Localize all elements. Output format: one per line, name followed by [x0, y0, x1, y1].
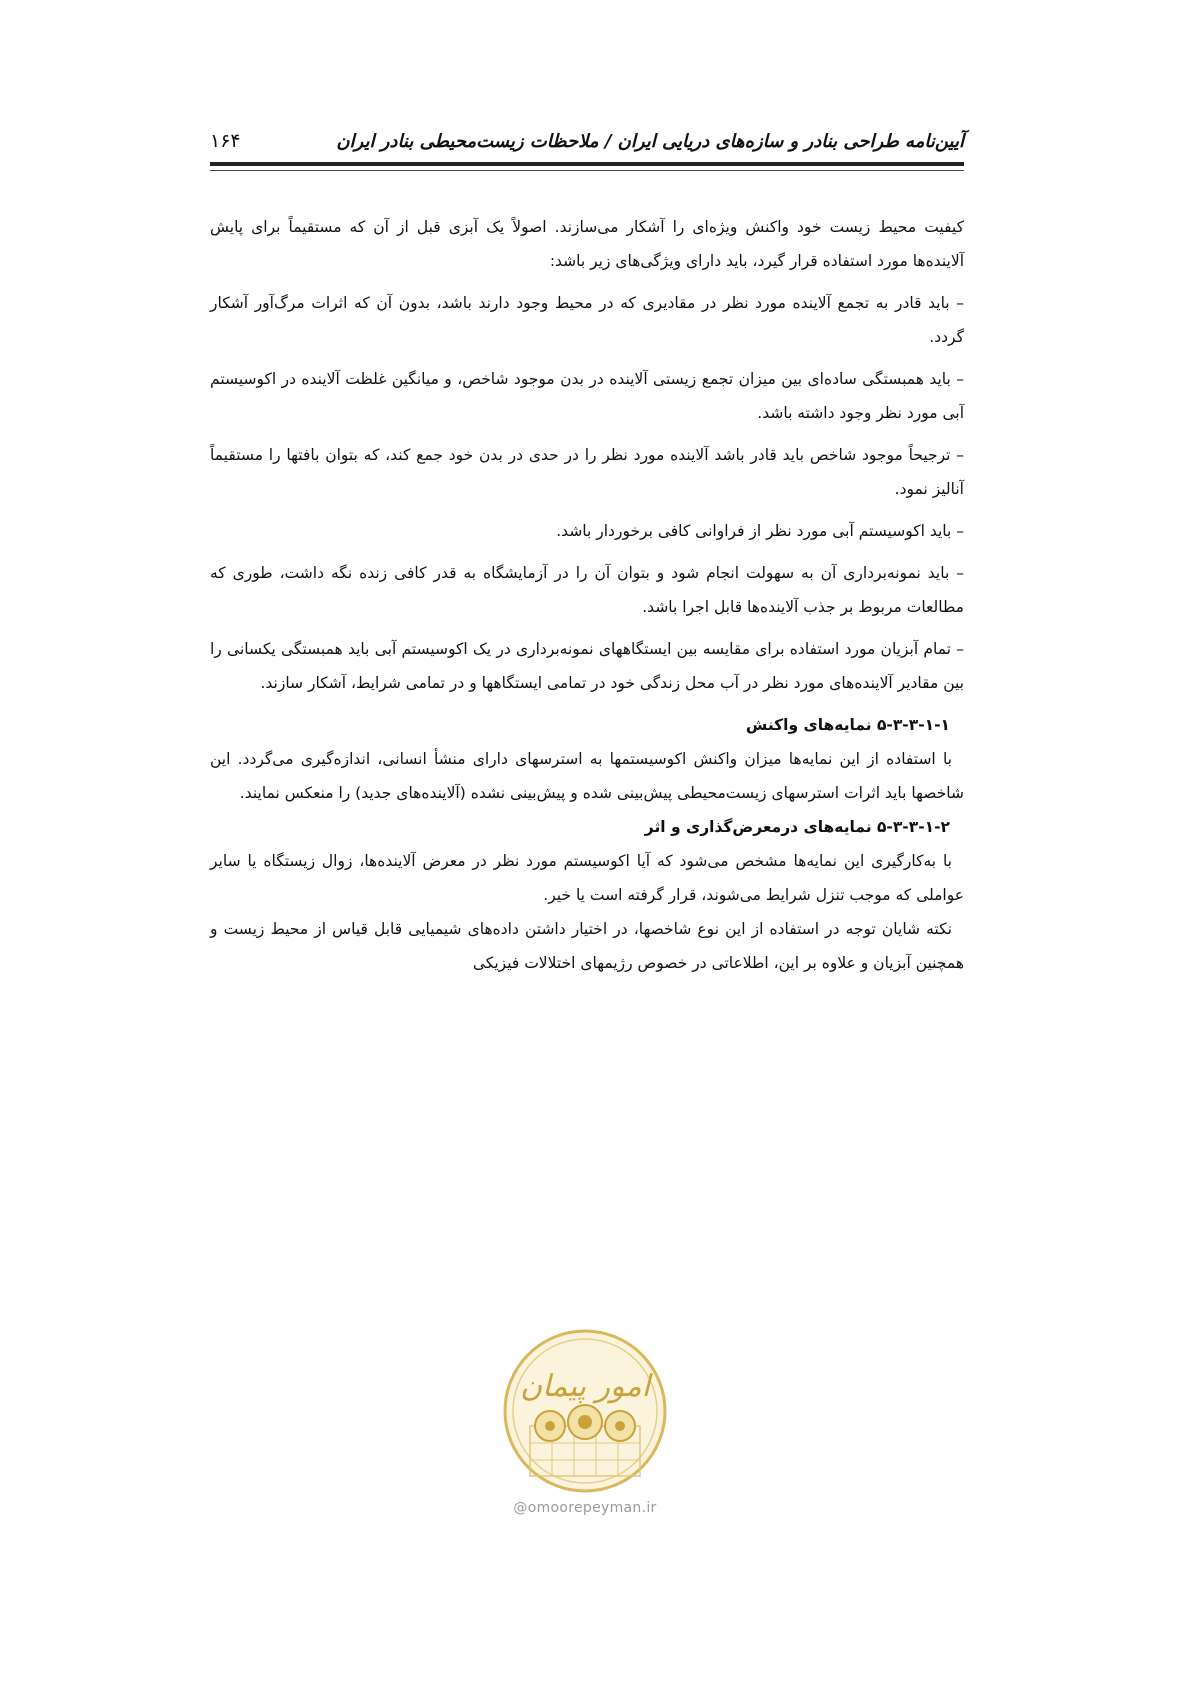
- section-heading-response-indices: ۵-۳-۳-۱-۱ نمایه‌های واکنش: [745, 716, 950, 734]
- running-header-title: آیین‌نامه طراحی بنادر و سازه‌های دریایی ایران / ملاحظات زیست‌محیطی بنادر ایران: [336, 130, 964, 152]
- section-heading-exposure-indices: ۵-۳-۳-۱-۲ نمایه‌های درمعرض‌گذاری و اثر: [644, 818, 950, 836]
- header-rule-thin: [210, 170, 964, 171]
- document-body: [210, 210, 964, 980]
- bullet-item: – ترجیحاً موجود شاخص باید قادر باشد آلاینده مورد نظر را در حدی در بدن خود جمع کند، که بتوان بافتها را مستقیماً آنالیز نمود.: [210, 446, 964, 498]
- section-paragraph: با استفاده از این نمایه‌ها میزان واکنش اکوسیستمها به استرسهای دارای منشأ انسانی، اندازه‌گیری می‌گردد. این شاخصها باید اثرات استرسهای زیست‌محیطی پیش‌بینی شده و پیش‌بینی نشده (آلاینده‌های جدید) را منعکس نمایند.: [210, 750, 964, 802]
- seal-logo-icon: [490, 1326, 680, 1496]
- bullet-item: – باید همبستگی ساده‌ای بین میزان تجمع زیستی آلاینده در بدن موجود شاخص، و میانگین غلظت آلاینده در اکوسیستم آبی مورد نظر وجود داشته باشد.: [210, 370, 964, 422]
- page-number: ۱۶۴: [210, 130, 241, 152]
- svg-text:امور پیمان: امور پیمان: [520, 1369, 650, 1404]
- header-rule-thick: [210, 162, 964, 166]
- intro-paragraph: کیفیت محیط زیست خود واکنش ویژه‌ای را آشکار می‌سازند. اصولاً یک آبزی قبل از آن که مستقیماً برای پایش آلاینده‌ها مورد استفاده قرار گیرد، باید دارای ویژگی‌های زیر باشد:: [210, 218, 964, 270]
- bullet-item: – باید اکوسیستم آبی مورد نظر از فراوانی کافی برخوردار باشد.: [556, 522, 964, 540]
- bullet-item: – باید نمونه‌برداری آن به سهولت انجام شود و بتوان آن را در آزمایشگاه به قدر کافی زنده نگه داشت، طوری که مطالعات مربوط بر جذب آلاینده‌ها قابل اجرا باشد.: [210, 564, 964, 616]
- bullet-item: – تمام آبزیان مورد استفاده برای مقایسه بین ایستگاههای نمونه‌برداری در یک اکوسیستم آبی باید همبستگی یکسانی را بین مقادیر آلاینده‌های مورد نظر در آب محل زندگی خود در تمامی ایستگاهها و در تمامی شرایط، آشکار سازند.: [210, 640, 964, 692]
- section-paragraph: با به‌کارگیری این نمایه‌ها مشخص می‌شود که آیا اکوسیستم مورد نظر در معرض آلاینده‌ها، زوال زیستگاه یا سایر عواملی که موجب تنزل شرایط می‌شوند، قرار گرفته است یا خیر.: [210, 852, 964, 904]
- page-header: [210, 126, 964, 156]
- section-note-paragraph: نکته شایان توجه در استفاده از این نوع شاخصها، در اختیار داشتن داده‌های شیمیایی قابل قیاس از محیط زیست و همچنین آبزیان و علاوه بر این، اطلاعاتی در خصوص رژیمهای اختلالات فیزیکی: [210, 920, 964, 972]
- watermark-logo: [470, 1326, 700, 1516]
- watermark-url: @omoorepeyman.ir: [513, 1500, 657, 1516]
- bullet-item: – باید قادر به تجمع آلاینده مورد نظر در مقادیری که در محیط وجود دارند باشد، بدون آن که اثرات مرگ‌آور آشکار گردد.: [210, 294, 964, 346]
